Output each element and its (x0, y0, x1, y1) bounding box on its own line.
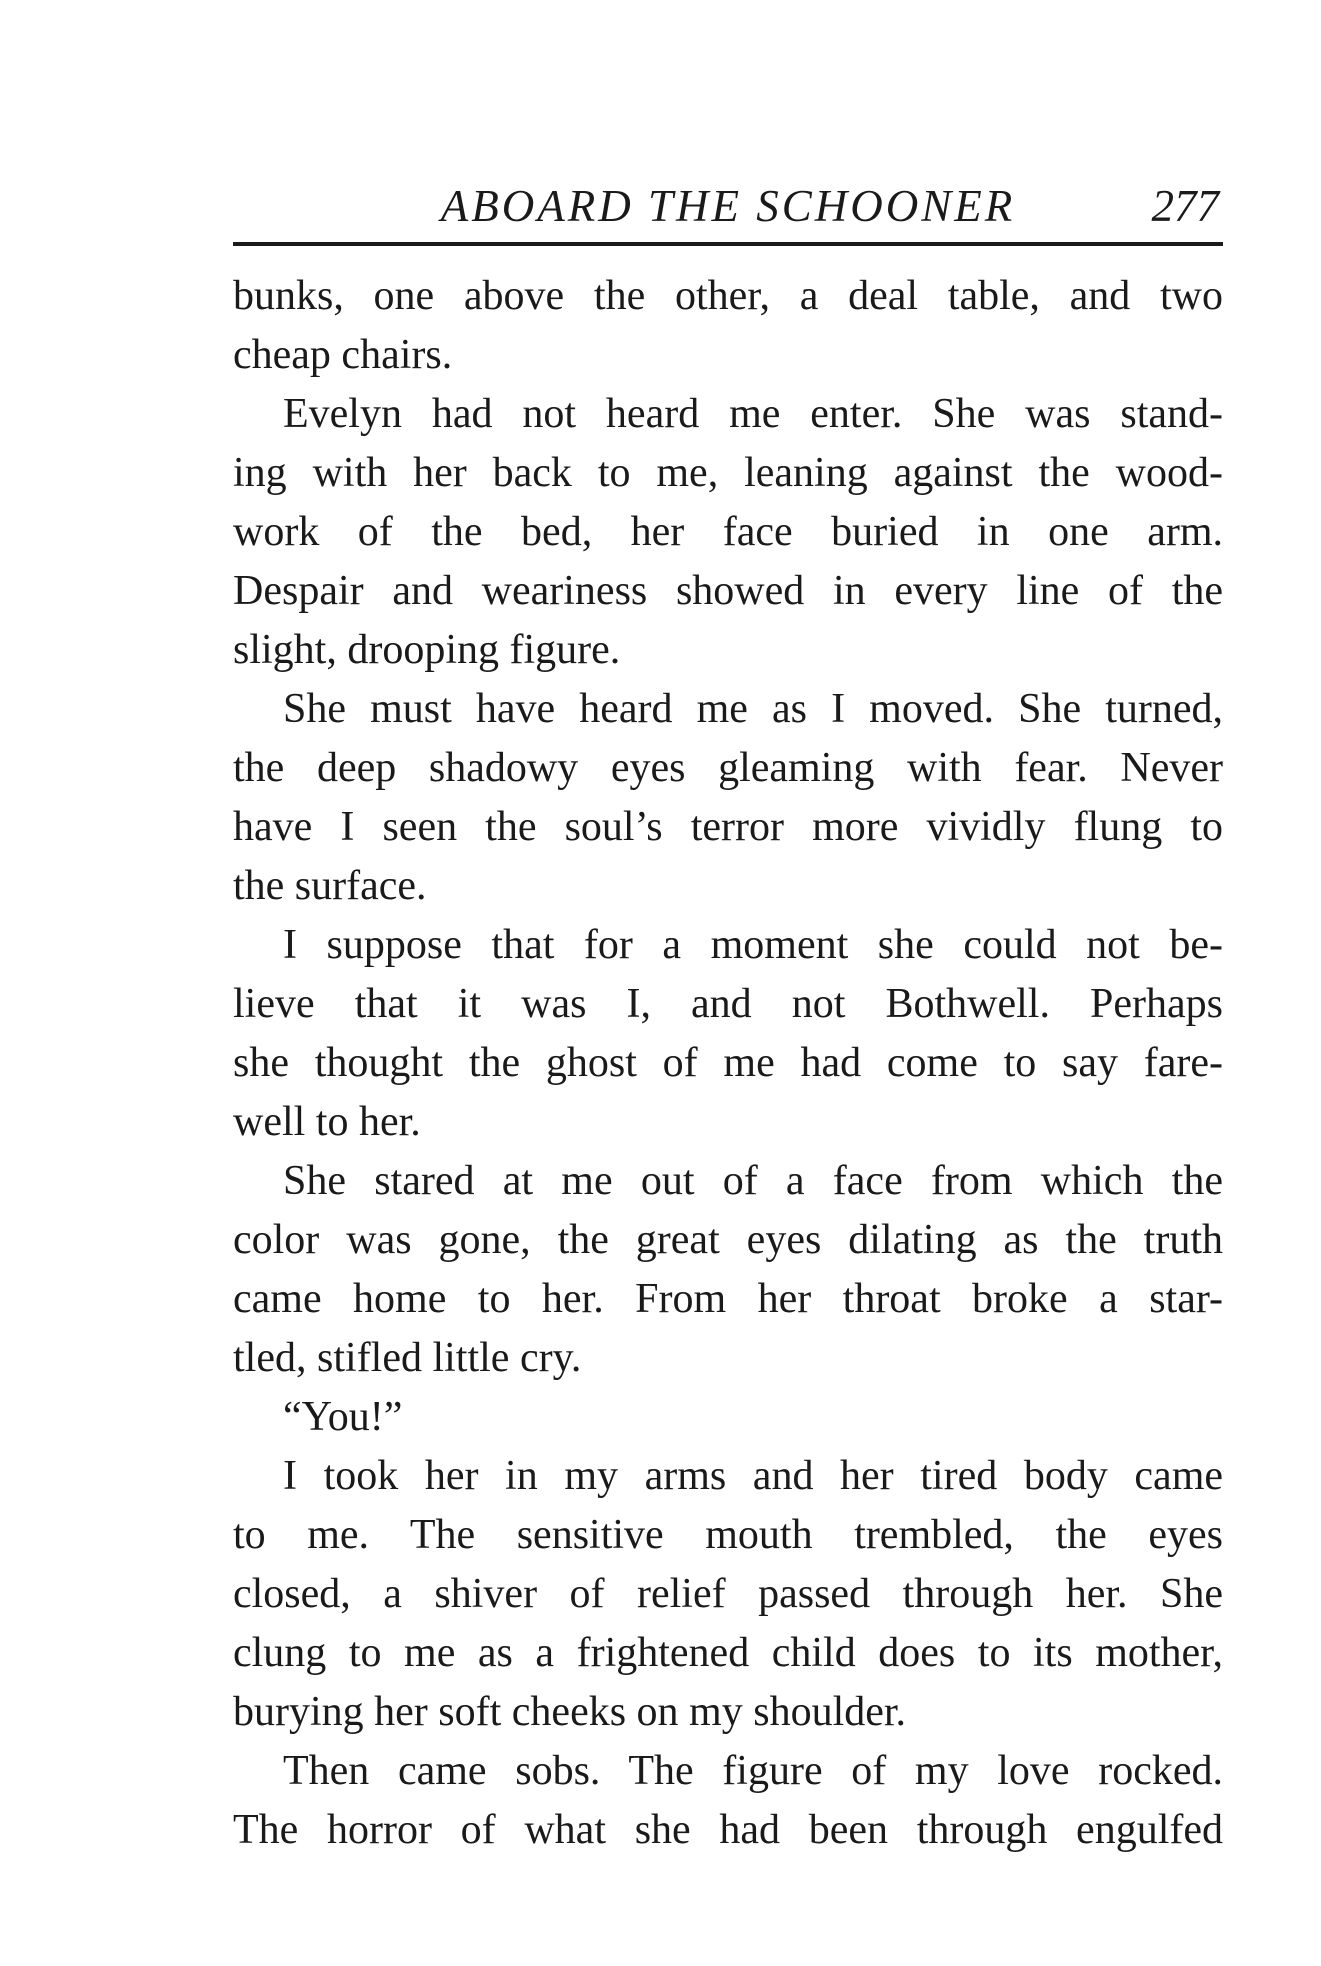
running-title: ABOARD THE SCHOONER (440, 181, 1016, 231)
page-number: 277 (1151, 181, 1219, 231)
paragraph (233, 385, 1223, 680)
text-line: burying her soft cheeks on my shoulder. (233, 1689, 907, 1735)
body-text (233, 267, 1223, 1860)
text-line: Then came sobs. The figure of my love rocked. (283, 1748, 1223, 1794)
text-line: to me. The sensitive mouth trembled, the eyes (233, 1512, 1223, 1558)
text-line: lieve that it was I, and not Bothwell. Perhaps (233, 981, 1223, 1027)
paragraph (233, 1388, 1223, 1447)
text-line: She must have heard me as I moved. She turned, (283, 686, 1223, 732)
text-line: have I seen the soul’s terror more vividly flung to (233, 804, 1223, 850)
header-rule (233, 242, 1223, 246)
text-line: she thought the ghost of me had come to say fare- (233, 1040, 1223, 1086)
text-line: Despair and weariness showed in every line of the (233, 568, 1223, 614)
text-line: slight, drooping figure. (233, 627, 621, 673)
text-line: I took her in my arms and her tired body came (283, 1453, 1223, 1499)
text-line: work of the bed, her face buried in one arm. (233, 509, 1223, 555)
text-line: cheap chairs. (233, 332, 453, 378)
text-line: ing with her back to me, leaning against the wood- (233, 450, 1223, 496)
paragraph (233, 1742, 1223, 1860)
paragraph (233, 916, 1223, 1152)
text-line: well to her. (233, 1099, 421, 1145)
running-head (233, 176, 1223, 236)
text-line: came home to her. From her throat broke a star- (233, 1276, 1223, 1322)
paragraph (233, 1152, 1223, 1388)
text-line: “You!” (283, 1394, 403, 1440)
paragraph (233, 267, 1223, 385)
text-line: The horror of what she had been through engulfed (233, 1807, 1223, 1853)
text-line: the deep shadowy eyes gleaming with fear. Never (233, 745, 1223, 791)
paragraph (233, 680, 1223, 916)
text-line: Evelyn had not heard me enter. She was stand- (283, 391, 1223, 437)
text-line: I suppose that for a moment she could not be- (283, 922, 1223, 968)
paragraph (233, 1447, 1223, 1742)
text-line: bunks, one above the other, a deal table, and two (233, 273, 1223, 319)
text-line: tled, stifled little cry. (233, 1335, 582, 1381)
text-line: She stared at me out of a face from which the (283, 1158, 1223, 1204)
text-line: closed, a shiver of relief passed through her. She (233, 1571, 1223, 1617)
text-line: color was gone, the great eyes dilating as the truth (233, 1217, 1223, 1263)
text-line: clung to me as a frightened child does to its mother, (233, 1630, 1223, 1676)
text-line: the surface. (233, 863, 427, 909)
